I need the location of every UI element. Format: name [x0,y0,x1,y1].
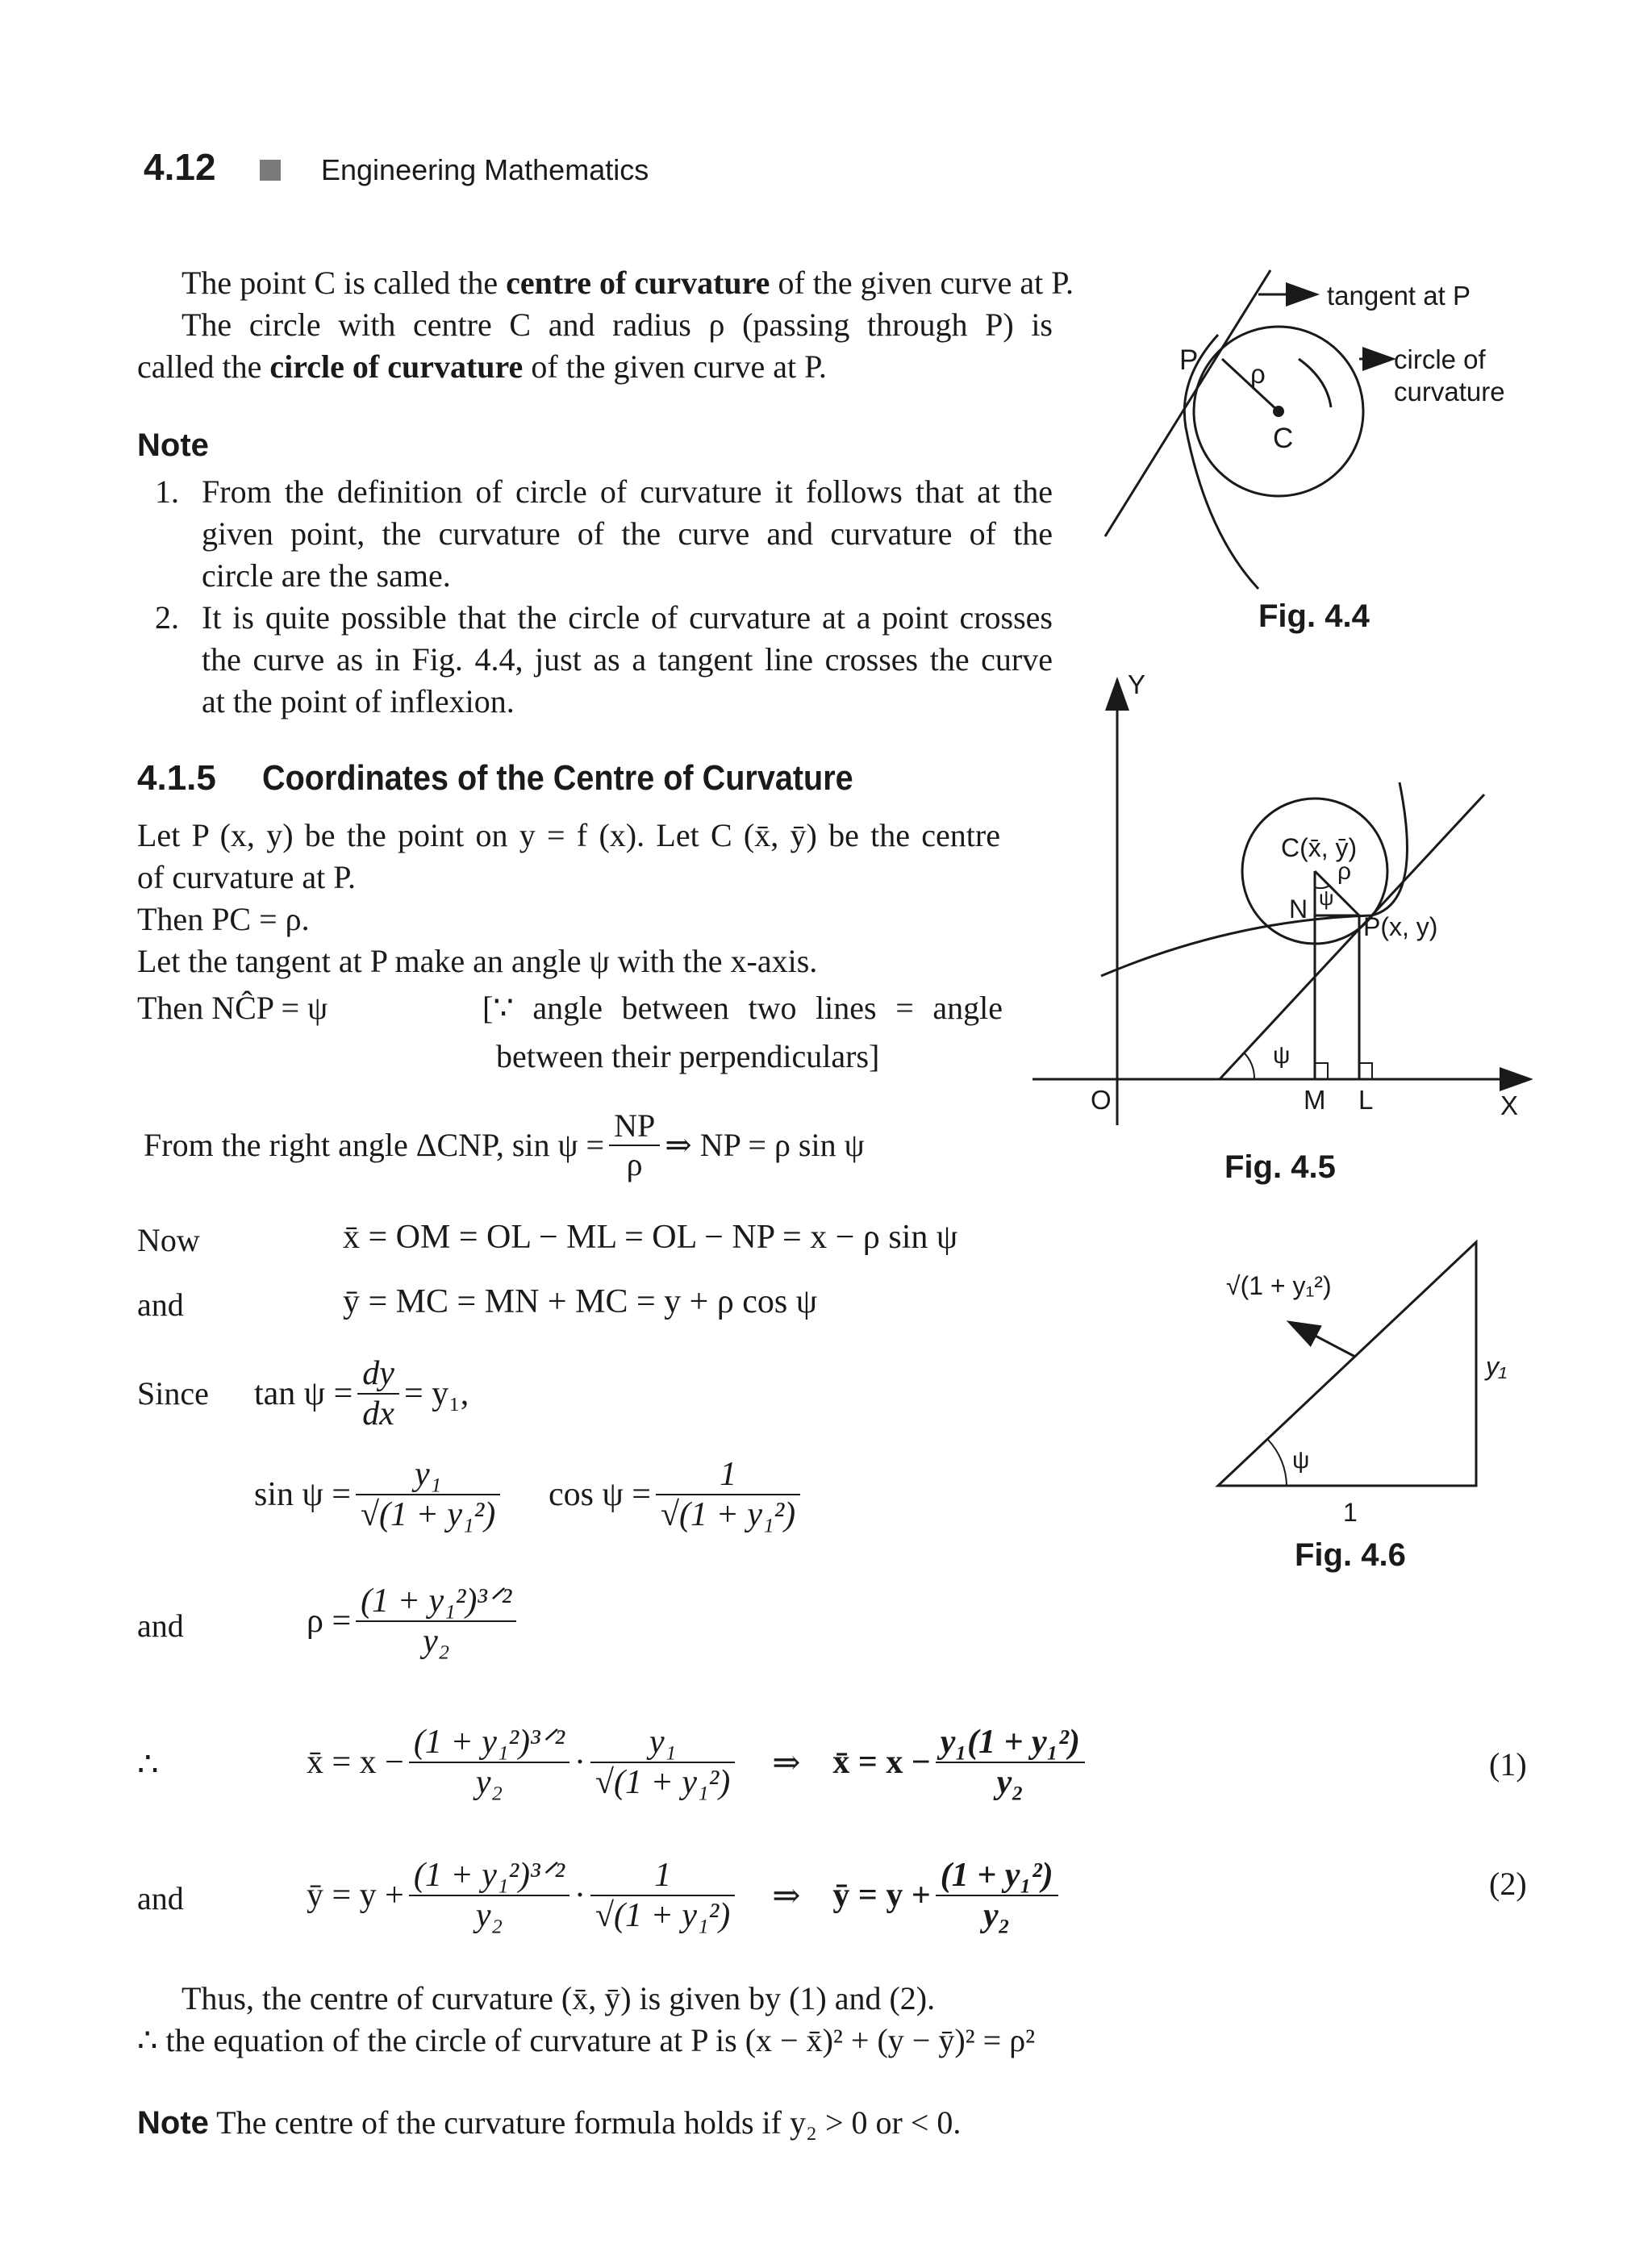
ybar-result-denominator: y₂ [983,1897,1011,1934]
ybar-definition: ȳ = MC = MN + MC = y + ρ cos ψ [343,1283,818,1320]
cos-psi-lhs: cos ψ = [549,1476,651,1513]
and-label-3: and [137,1880,184,1916]
angle-arc-psi [1268,1440,1287,1486]
therefore-symbol: ∴ [137,1746,159,1783]
xbar-derivation [307,1710,1090,1815]
label-x-axis: X [1500,1090,1519,1120]
cos-psi-equation [549,1442,805,1547]
note-heading: Note [137,427,209,463]
note-2-line [137,2102,961,2144]
figure-4-4-caption: Fig. 4.4 [1258,598,1370,634]
label-curvature: curvature [1394,377,1505,407]
now-label: Now [137,1222,200,1258]
intro-line-3-post: of the given curve at P. [523,348,827,385]
implies-arrow: ⇒ [772,1745,801,1782]
angle-arc-psi [1244,1053,1254,1079]
and-label-1: and [137,1286,184,1323]
ybar-result-lhs: ȳ = y + [832,1877,931,1914]
and-label-2: and [137,1608,184,1644]
section-line-6-right: between their perpendiculars] [496,1038,880,1074]
note-item-1-number: 1. [155,473,179,510]
xbar-result-numerator: y₁(1 + y₁²) [936,1723,1085,1763]
page-number: 4.12 [144,146,216,188]
term-circle-of-curvature: circle of curvature [269,348,524,385]
label-hypotenuse: √(1 + y₁²) [1226,1271,1332,1300]
intro-line-2: The circle with centre C and radius ρ (passing through P) is [181,306,1053,343]
xbar-f2-numerator: y₁ [590,1723,735,1763]
intro-line-3 [137,346,827,388]
figure-4-5 [1032,669,1533,1129]
ybar-result-numerator: (1 + y₁²) [936,1856,1058,1896]
label-side-y1: y₁ [1486,1352,1508,1381]
section-title: Coordinates of the Centre of Curvature [262,758,853,798]
cos-psi-fraction [656,1455,800,1535]
label-rho: ρ [1337,858,1352,885]
label-tangent-at-p: tangent at P [1327,281,1471,311]
right-angle-relation [144,1097,865,1194]
section-line-1: Let P (x, y) be the point on y = f (x). Let C (x̄, ȳ) be the centre [137,817,1000,853]
xbar-definition: x̄ = OM = OL − ML = OL − NP = x − ρ sin ψ [343,1219,958,1256]
ybar-fraction-1 [409,1856,569,1936]
centre-point [1273,406,1284,417]
section-line-2: of curvature at P. [137,859,357,895]
intro-line-3-pre: called the [137,348,270,385]
ybar-result-fraction [936,1856,1058,1936]
label-rho: ρ [1250,359,1266,389]
intro-line-1 [181,262,1074,304]
hypotenuse-arrow [1291,1323,1355,1357]
label-c: C [1273,423,1294,454]
rho-denominator: y₂ [423,1623,450,1660]
label-centre: C(x̄, ȳ) [1281,833,1358,862]
label-m: M [1304,1085,1326,1115]
figure-4-4 [1097,258,1549,645]
note-item-1-line-2: given point, the curvature of the curve and curvature of the [202,515,1053,552]
note-2-text: The centre of the curvature formula holds if y₂ > 0 or < 0. [216,2104,962,2141]
section-line-5-right: [∵ angle between two lines = angle [482,990,1003,1026]
since-label: Since [137,1375,209,1412]
curve-arc [1299,359,1331,407]
tan-psi-lhs: tan ψ = [254,1375,353,1412]
section-number: 4.1.5 [137,758,216,798]
note-item-2-line-3: at the point of inflexion. [202,683,515,719]
figure-4-6 [1202,1234,1533,1541]
dy-dx-fraction [357,1354,399,1434]
right-angle-l [1359,1063,1372,1079]
label-psi: ψ [1292,1447,1310,1474]
label-circle-of: circle of [1394,344,1486,374]
label-psi-top: ψ [1319,886,1334,910]
ybar-derivation [307,1843,1063,1948]
cos-denominator: √(1 + y₁²) [660,1496,796,1533]
label-psi-bottom: ψ [1273,1042,1291,1069]
equation-tag-2: (2) [1489,1866,1527,1902]
sin-numerator: y₁ [356,1455,500,1495]
tan-psi-rhs: = y₁, [403,1375,469,1412]
implies-arrow: ⇒ [772,1878,801,1915]
np-result: ⇒ NP = ρ sin ψ [665,1127,865,1163]
xbar-f1-numerator: (1 + y₁²)³ᐟ² [409,1723,569,1763]
xbar-f2-denominator: √(1 + y₁²) [595,1764,731,1801]
note-item-2-number: 2. [155,599,179,636]
label-base-1: 1 [1343,1498,1358,1527]
rho-equation [307,1569,521,1674]
xbar-result-fraction [936,1723,1085,1803]
book-title: Engineering Mathematics [321,153,649,186]
figure-4-6-caption: Fig. 4.6 [1295,1537,1406,1573]
note-item-2-line-1: It is quite possible that the circle of curvature at a point crosses [202,599,1053,636]
label-point-p: P(x, y) [1363,912,1438,941]
label-origin: O [1091,1085,1112,1115]
ybar-f2-denominator: √(1 + y₁²) [595,1897,731,1934]
ybar-f2-numerator: 1 [590,1856,735,1896]
tangent-line [1105,270,1270,536]
figure-4-5-caption: Fig. 4.5 [1224,1149,1336,1185]
intro-line-1-pre: The point C is called the [181,265,507,301]
xbar-fraction-1 [409,1723,569,1803]
label-p: P [1179,344,1199,376]
rho-denominator: ρ [626,1146,643,1182]
dy-numerator: dy [357,1354,399,1395]
right-angle-m [1315,1063,1328,1079]
sin-psi-fraction [356,1455,500,1535]
term-centre-of-curvature: centre of curvature [506,265,770,301]
multiply-dot: · [574,1744,586,1781]
xbar-f1-denominator: y₂ [475,1764,503,1801]
rho-numerator: (1 + y₁²)³ᐟ² [356,1582,516,1622]
thus-line: Thus, the centre of curvature (x̄, ȳ) is given by (1) and (2). [181,1980,936,2016]
sin-psi-lhs: sin ψ = [254,1476,351,1513]
xbar-result-lhs: x̄ = x − [832,1744,931,1781]
label-l: L [1358,1085,1374,1115]
note-item-2-line-2: the curve as in Fig. 4.4, just as a tangent line crosses the curve [202,641,1053,678]
xbar-fraction-2 [590,1723,735,1803]
ybar-lhs: ȳ = y + [307,1877,404,1914]
rho-lhs: ρ = [307,1603,352,1640]
equation-tag-1: (1) [1489,1746,1527,1783]
section-line-3: Then PC = ρ. [137,901,310,937]
note-2-heading: Note [137,2105,209,2141]
rho-fraction [356,1582,516,1662]
sin-psi-lhs: From the right angle ΔCNP, sin ψ = [144,1127,605,1163]
note-item-1-line-1: From the definition of circle of curvature it follows that at the [202,473,1053,510]
dx-denominator: dx [362,1395,394,1432]
sin-denominator: √(1 + y₁²) [361,1496,496,1533]
intro-line-1-post: of the given curve at P. [770,265,1074,301]
curve [1101,782,1407,976]
label-y-axis: Y [1128,669,1146,699]
note-item-1-line-3: circle are the same. [202,557,451,594]
section-line-5-left: Then NĈP = ψ [137,990,328,1026]
multiply-dot: · [574,1877,586,1914]
tan-psi-equation [254,1345,469,1442]
cos-numerator: 1 [656,1455,800,1495]
ybar-f1-denominator: y₂ [475,1897,503,1934]
xbar-result-denominator: y₂ [996,1764,1024,1801]
xbar-lhs: x̄ = x − [307,1744,404,1781]
ybar-fraction-2 [590,1856,735,1936]
label-n: N [1289,894,1308,924]
circle-equation-line: ∴ the equation of the circle of curvature at P is (x − x̄)² + (y − ȳ)² = ρ² [137,2022,1036,2058]
ybar-f1-numerator: (1 + y₁²)³ᐟ² [409,1856,569,1896]
sin-psi-equation [254,1442,505,1547]
np-over-rho-fraction [609,1107,660,1183]
header-square-marker [260,160,281,181]
section-line-4: Let the tangent at P make an angle ψ with the x-axis. [137,943,818,979]
np-numerator: NP [609,1107,660,1146]
